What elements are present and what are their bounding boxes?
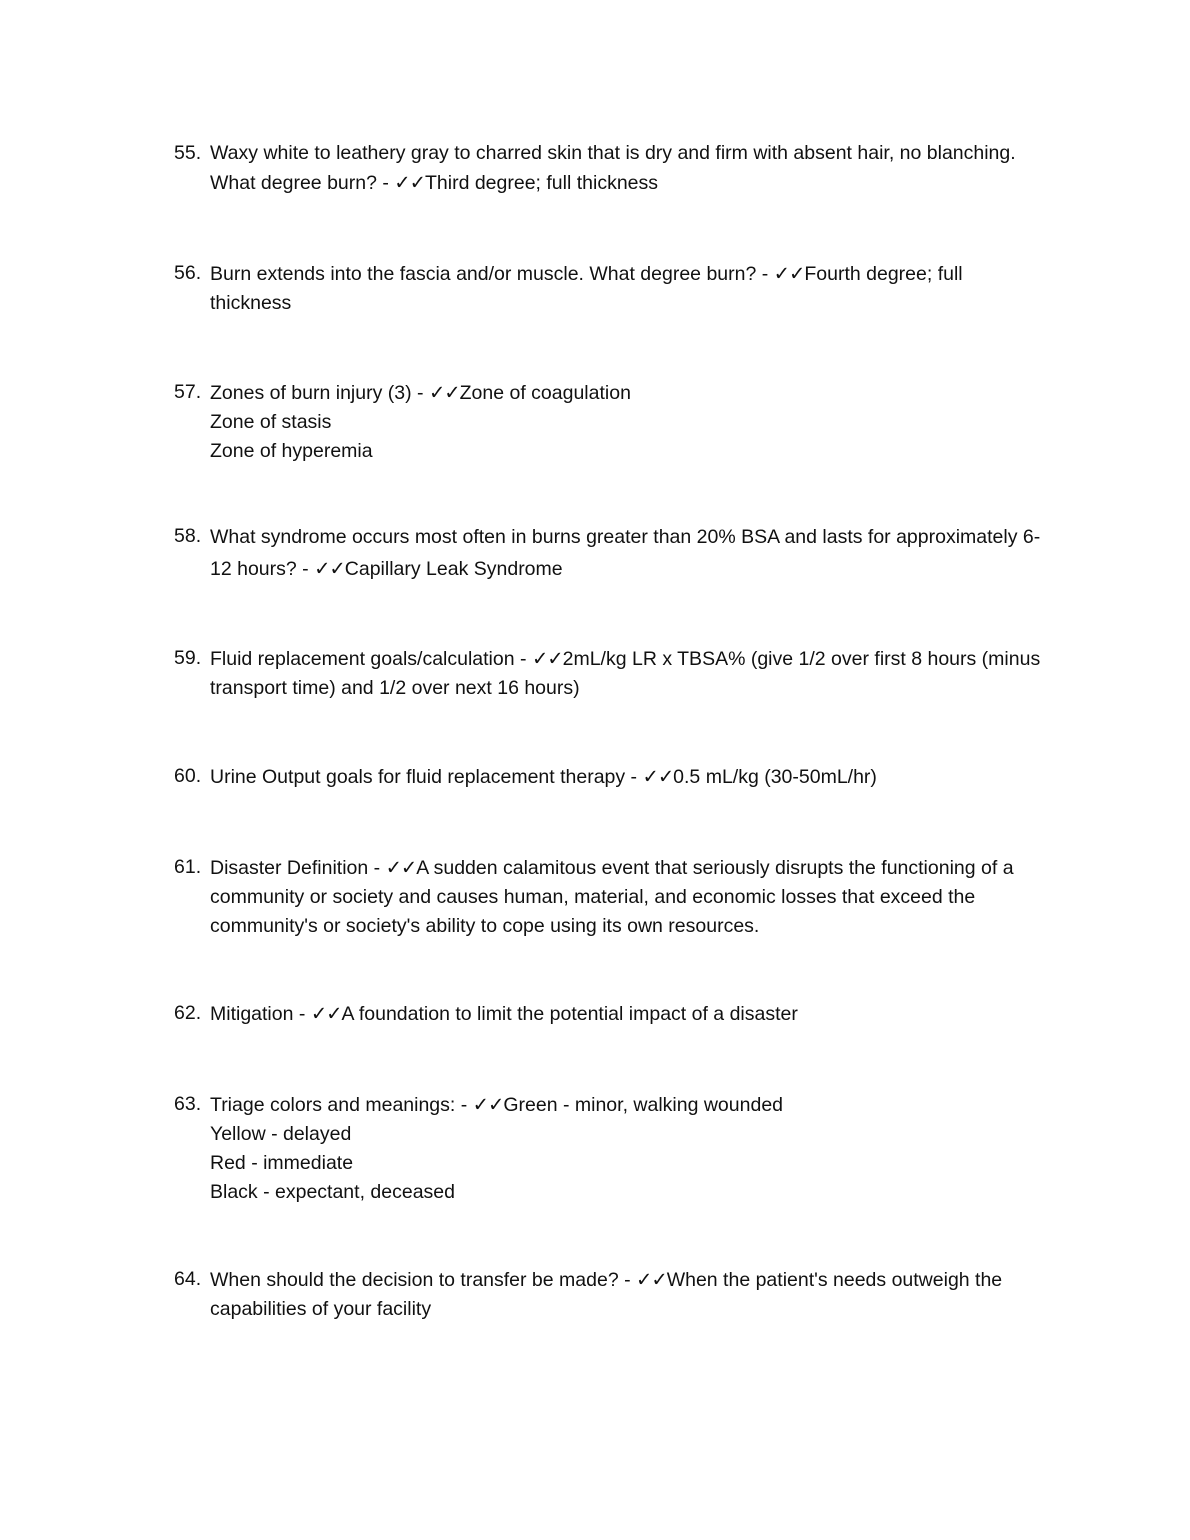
- question-text: Urine Output goals for fluid replacement therapy: [210, 766, 626, 788]
- item-body: [210, 378, 1054, 466]
- item-body: [210, 522, 1054, 585]
- answer-text: A foundation to limit the potential impact of a disaster: [341, 1003, 798, 1025]
- answer-line: Zone of stasis: [210, 411, 332, 433]
- item-body: [210, 1090, 1054, 1207]
- item-number: 63.: [174, 1093, 202, 1115]
- qa-item-62: [174, 999, 1054, 1029]
- qa-item-63: [174, 1090, 1054, 1207]
- separator: -: [296, 558, 315, 580]
- item-number: 56.: [174, 262, 202, 284]
- double-check-icon: ✓✓: [531, 647, 563, 670]
- qa-item-58: [174, 522, 1054, 585]
- question-text: Mitigation: [210, 1003, 294, 1025]
- question-text: Triage colors and meanings:: [210, 1094, 456, 1116]
- separator: -: [368, 857, 386, 879]
- item-number: 59.: [174, 647, 202, 669]
- qa-item-64: [174, 1265, 1054, 1324]
- question-text: What syndrome occurs most often in burns greater than 20% BSA and lasts for approximately 6-12 hours?: [210, 526, 1041, 580]
- answer-line: Zone of hyperemia: [210, 440, 373, 462]
- separator: -: [411, 382, 429, 404]
- separator: -: [293, 1003, 311, 1025]
- separator: -: [625, 766, 643, 788]
- question-text: Disaster Definition: [210, 857, 369, 879]
- double-check-icon: ✓✓: [314, 557, 345, 580]
- double-check-icon: ✓✓: [636, 1268, 667, 1291]
- separator: -: [756, 263, 774, 285]
- double-check-icon: ✓✓: [310, 1002, 342, 1025]
- answer-text: Third degree; full thickness: [424, 172, 659, 194]
- qa-item-59: [174, 644, 1054, 703]
- separator: -: [514, 648, 532, 670]
- answer-text: When the patient's needs outweigh the capabilities of your facility: [210, 1269, 1003, 1320]
- separator: -: [376, 172, 395, 194]
- item-body: [210, 259, 1054, 318]
- answer-text: Capillary Leak Syndrome: [344, 558, 563, 580]
- answer-line: Red - immediate: [210, 1152, 354, 1174]
- item-number: 60.: [174, 765, 202, 787]
- answer-text: Zone of coagulation: [459, 382, 631, 404]
- answer-text: Fourth degree; full thickness: [210, 263, 963, 314]
- answer-line: Black - expectant, deceased: [210, 1181, 455, 1203]
- answer-text: 0.5 mL/kg (30-50mL/hr): [673, 766, 877, 788]
- item-body: [210, 762, 1054, 792]
- item-body: [210, 853, 1054, 941]
- item-number: 58.: [174, 525, 202, 547]
- double-check-icon: ✓✓: [642, 765, 674, 788]
- double-check-icon: ✓✓: [385, 856, 417, 879]
- separator: -: [455, 1094, 473, 1116]
- question-text: Burn extends into the fascia and/or muscle. What degree burn?: [210, 263, 757, 285]
- question-text: When should the decision to transfer be made?: [210, 1269, 619, 1291]
- qa-item-55: [174, 139, 1054, 198]
- answer-text: Green - minor, walking wounded: [503, 1094, 784, 1116]
- item-number: 55.: [174, 142, 202, 164]
- question-text: Zones of burn injury (3): [210, 382, 412, 404]
- double-check-icon: ✓✓: [428, 381, 460, 404]
- item-number: 62.: [174, 1002, 202, 1024]
- item-number: 61.: [174, 856, 202, 878]
- question-text: Fluid replacement goals/calculation: [210, 648, 515, 670]
- answer-line: Yellow - delayed: [210, 1123, 352, 1145]
- answer-text: 2mL/kg LR x TBSA% (give 1/2 over first 8 hours (minus transport time) and 1/2 over next 16 hours): [210, 648, 1041, 699]
- separator: -: [618, 1269, 637, 1291]
- double-check-icon: ✓✓: [773, 262, 805, 285]
- answer-text: A sudden calamitous event that seriously disrupts the functioning of a community or society and causes human, material, and economic losses that exceed the community's or society's ability to cope using its own resources.: [210, 857, 1014, 937]
- qa-item-60: [174, 762, 1054, 792]
- qa-item-61: [174, 853, 1054, 941]
- item-body: [210, 644, 1054, 703]
- double-check-icon: ✓✓: [472, 1093, 504, 1116]
- item-number: 57.: [174, 381, 202, 403]
- question-text: Waxy white to leathery gray to charred skin that is dry and firm with absent hair, no blanching. What degree burn?: [210, 142, 1016, 194]
- qa-item-57: [174, 378, 1054, 466]
- item-body: [210, 139, 1054, 198]
- item-body: [210, 1265, 1054, 1324]
- item-number: 64.: [174, 1268, 202, 1290]
- item-body: [210, 999, 1054, 1029]
- double-check-icon: ✓✓: [394, 171, 425, 194]
- qa-item-56: [174, 259, 1054, 318]
